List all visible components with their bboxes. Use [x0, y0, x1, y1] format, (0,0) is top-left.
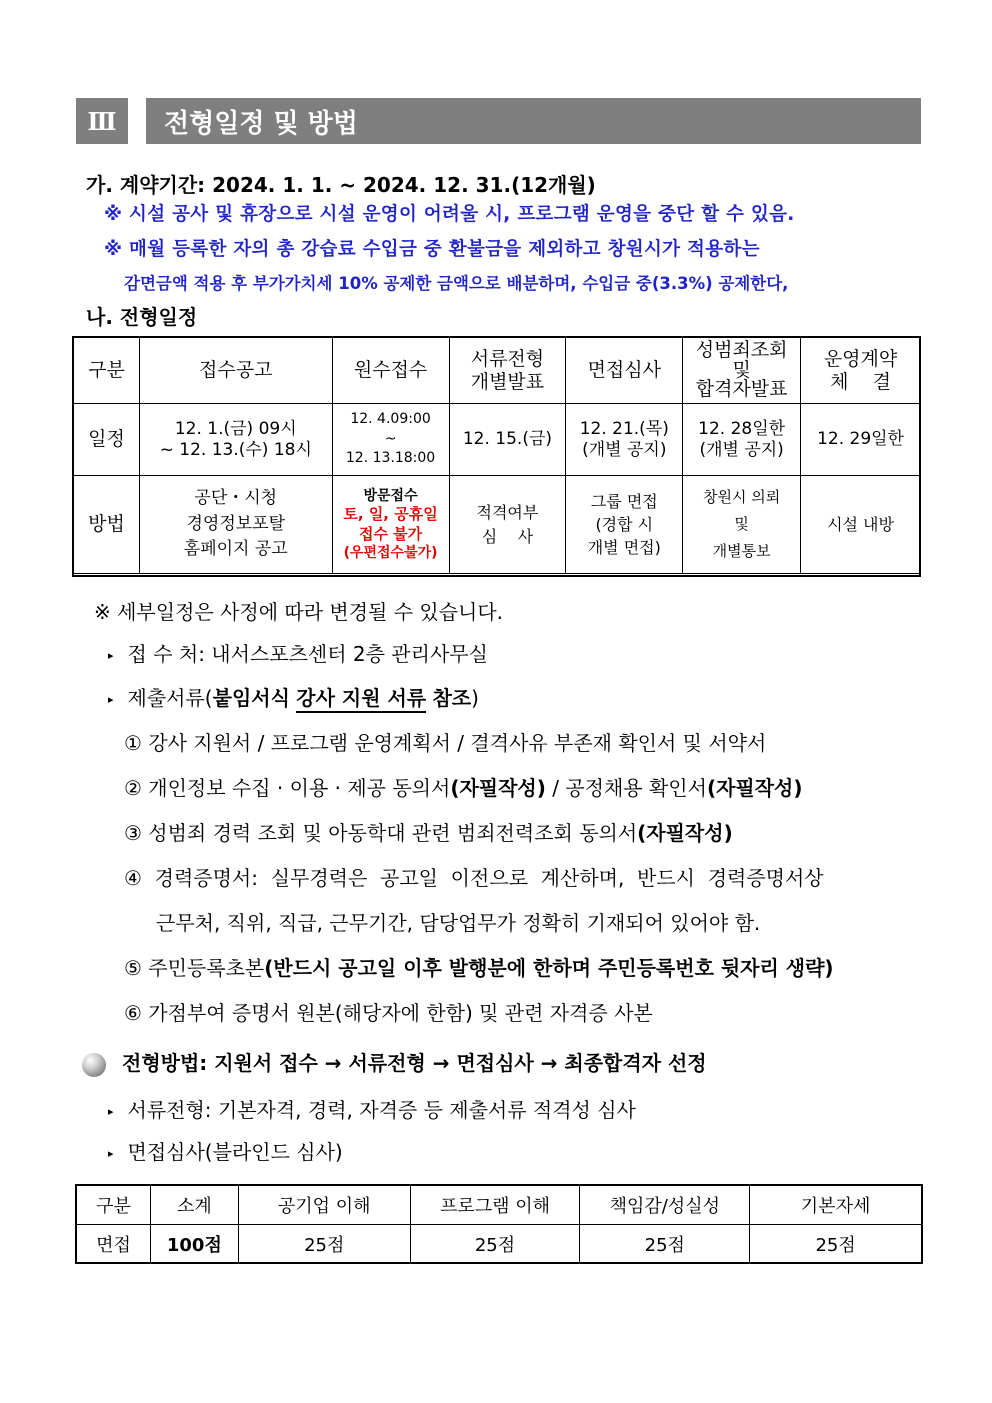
document-item-6: ⑥ 가점부여 증명서 원본(해당자에 한함) 및 관련 자격증 사본: [124, 1001, 653, 1025]
method-interview: ▸ 면접심사(블라인드 심사): [108, 1140, 343, 1164]
score-header-program: 프로그램 이해: [410, 1186, 580, 1225]
header-background-check: 성범죄조회 및 합격자발표: [683, 338, 801, 404]
contract-note-2a: ※ 매월 등록한 자의 총 강습료 수입금 중 환불금을 제외하고 창원시가 적용하는: [104, 239, 760, 260]
score-header-responsibility: 책임감/성실성: [580, 1186, 750, 1225]
document-item-2: ② 개인정보 수집 · 이용 · 제공 동의서(자필작성) / 공정채용 확인서(자필작성): [124, 776, 803, 800]
documents-required: ▸ 제출서류(붙임서식 강사 지원 서류 참조): [108, 682, 479, 711]
cell-notice-date: 12. 1.(금) 09시 ~ 12. 13.(수) 18시: [139, 404, 332, 476]
score-header-public-enterprise: 공기업 이해: [238, 1186, 410, 1225]
schedule-table: [73, 337, 921, 574]
schedule-header-row: [74, 338, 921, 404]
bullet-icon: ▸: [108, 1147, 114, 1160]
contract-note-1: ※ 시설 공사 및 휴장으로 시설 운영이 어려울 시, 프로그램 운영을 중단 할 수 있음.: [104, 204, 795, 225]
cell-interview-date: 12. 21.(목) (개별 공지): [566, 404, 683, 476]
cell-result-method: 창원시 의뢰 및 개별통보: [683, 476, 801, 574]
cell-application-method: 방문접수 토, 일, 공휴일 접수 불가 (우편접수불가): [332, 476, 449, 574]
bullet-icon: ▸: [108, 693, 114, 706]
score-header-row: [77, 1186, 922, 1225]
header-category: 구분: [74, 338, 140, 404]
method-document-screening: ▸ 서류전형: 기본자격, 경력, 자격증 등 제출서류 적격성 심사: [108, 1098, 636, 1122]
schedule-title: 나. 전형일정: [86, 305, 198, 329]
header-interview: 면접심사: [566, 338, 683, 404]
schedule-row-date: [74, 404, 921, 476]
score-program: 25점: [410, 1225, 580, 1264]
cell-interview-method: 그룹 면접 (경합 시 개별 면접): [566, 476, 683, 574]
score-header-category: 구분: [77, 1186, 151, 1225]
header-notice: 접수공고: [139, 338, 332, 404]
cell-application-date: 12. 4.09:00 ~ 12. 13.18:00: [332, 404, 449, 476]
bullet-icon: ▸: [108, 649, 114, 662]
section-number: Ⅲ: [76, 98, 128, 144]
score-public-enterprise: 25점: [238, 1225, 410, 1264]
note-schedule-change: ※ 세부일정은 사정에 따라 변경될 수 있습니다.: [94, 600, 504, 624]
document-item-1: ① 강사 지원서 / 프로그램 운영계획서 / 결격사유 부존재 확인서 및 서약서: [124, 731, 767, 755]
score-row: [77, 1225, 922, 1264]
cell-screening-method: 적격여부 심 사: [449, 476, 566, 574]
document-item-5: ⑤ 주민등록초본(반드시 공고일 이후 발행분에 한하며 주민등록번호 뒷자리 생략): [124, 956, 834, 980]
score-header-subtotal: 소계: [150, 1186, 238, 1225]
score-responsibility: 25점: [580, 1225, 750, 1264]
document-item-4-cont: 근무처, 직위, 직급, 근무기간, 담당업무가 정확히 기재되어 있어야 함.: [156, 911, 761, 935]
schedule-row-method: [74, 476, 921, 574]
score-attitude: 25점: [750, 1225, 922, 1264]
cell-contract-date: 12. 29일한: [801, 404, 921, 476]
section-title: 전형일정 및 방법: [146, 98, 921, 144]
bullet-icon: ▸: [108, 1105, 114, 1118]
row-label-method: 방법: [74, 476, 140, 574]
cell-screening-date: 12. 15.(금): [449, 404, 566, 476]
header-application: 원수접수: [332, 338, 449, 404]
cell-notice-method: 공단・시청 경영정보포탈 홈페이지 공고: [139, 476, 332, 574]
header-document-screening: 서류전형 개별발표: [449, 338, 566, 404]
score-table: [76, 1185, 922, 1264]
contract-note-2b: 감면금액 적용 후 부가가치세 10% 공제한 금액으로 배분하며, 수입금 중(3.3%) 공제한다,: [124, 274, 789, 293]
score-category: 면접: [77, 1225, 151, 1264]
reception-place: ▸ 접 수 처: 내서스포츠센터 2층 관리사무실: [108, 642, 488, 666]
document-item-3: ③ 성범죄 경력 조회 및 아동학대 관련 범죄전력조회 동의서(자필작성): [124, 821, 733, 845]
header-contract: 운영계약 체 결: [801, 338, 921, 404]
score-subtotal: 100점: [150, 1225, 238, 1264]
bullet-ball-icon: [82, 1053, 106, 1077]
cell-contract-method: 시설 내방: [801, 476, 921, 574]
method-title: 전형방법: 지원서 접수 → 서류전형 → 면접심사 → 최종합격자 선정: [82, 1047, 707, 1077]
cell-result-date: 12. 28일한 (개별 공지): [683, 404, 801, 476]
document-item-4: ④ 경력증명서: 실무경력은 공고일 이전으로 계산하며, 반드시 경력증명서상: [124, 866, 824, 890]
score-header-attitude: 기본자세: [750, 1186, 922, 1225]
row-label-date: 일정: [74, 404, 140, 476]
contract-period: 가. 계약기간: 2024. 1. 1. ~ 2024. 12. 31.(12개월): [86, 173, 596, 197]
